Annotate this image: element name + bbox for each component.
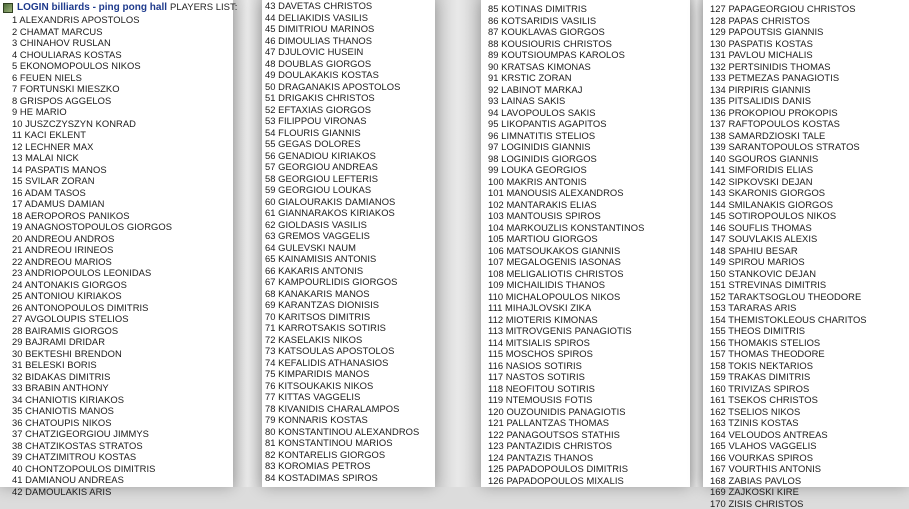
player-entry: 26 ANTONOPOULOS DIMITRIS [12,302,172,314]
player-entry: 12 LECHNER MAX [12,141,172,153]
player-entry: 162 TSELIOS NIKOS [710,406,867,418]
player-entry: 137 RAFTOPOULOS KOSTAS [710,118,867,130]
player-entry: 140 SGOUROS GIANNIS [710,153,867,165]
player-entry: 101 MANOUSIS ALEXANDROS [488,187,644,199]
player-entry: 119 NTEMOUSIS FOTIS [488,394,644,406]
player-entry: 93 LAINAS SAKIS [488,95,644,107]
player-entry: 69 KARANTZAS DIONISIS [265,299,419,311]
player-entry: 132 PERTSINIDIS THOMAS [710,61,867,73]
page-subtitle: PLAYERS LIST: [170,2,237,13]
player-entry: 78 KIVANIDIS CHARALAMPOS [265,403,419,415]
player-entry: 70 KARITSOS DIMITRIS [265,311,419,323]
player-entry: 124 PANTAZIS THANOS [488,452,644,464]
player-entry: 35 CHANIOTIS MANOS [12,405,172,417]
player-entry: 85 KOTINAS DIMITRIS [488,3,644,15]
player-entry: 148 SPAHIU BESAR [710,245,867,257]
player-entry: 110 MICHALOPOULOS NIKOS [488,291,644,303]
player-entry: 24 ANTONAKIS GIORGOS [12,279,172,291]
player-entry: 112 MIOTERIS KIMONAS [488,314,644,326]
player-entry: 8 GRISPOS AGGELOS [12,95,172,107]
player-entry: 151 STREVINAS DIMITRIS [710,279,867,291]
player-entry: 104 MARKOUZLIS KONSTANTINOS [488,222,644,234]
player-entry: 64 GULEVSKI NAUM [265,242,419,254]
player-entry: 155 THEOS DIMITRIS [710,325,867,337]
player-entry: 30 BEKTESHI BRENDON [12,348,172,360]
player-entry: 94 LAVOPOULOS SAKIS [488,107,644,119]
player-entry: 62 GIOLDASIS VASILIS [265,219,419,231]
player-entry: 6 FEUEN NIELS [12,72,172,84]
player-entry: 17 ADAMUS DAMIAN [12,198,172,210]
player-entry: 152 TARAKTSOGLOU THEODORE [710,291,867,303]
player-entry: 27 AVGOLOUPIS STELIOS [12,313,172,325]
player-entry: 23 ANDRIOPOULOS LEONIDAS [12,267,172,279]
players-list [488,3,644,486]
player-entry: 163 TZINIS KOSTAS [710,417,867,429]
player-entry: 51 DRIGAKIS CHRISTOS [265,92,419,104]
player-entry: 77 KITTAS VAGGELIS [265,391,419,403]
player-entry: 43 DAVETAS CHRISTOS [265,0,419,12]
player-entry: 86 KOTSARIDIS VASILIS [488,15,644,27]
player-entry: 38 CHATZIKOSTAS STRATOS [12,440,172,452]
player-entry: 33 BRABIN ANTHONY [12,382,172,394]
player-entry: 76 KITSOUKAKIS NIKOS [265,380,419,392]
player-entry: 87 KOUKLAVAS GIORGOS [488,26,644,38]
player-entry: 40 CHONTZOPOULOS DIMITRIS [12,463,172,475]
player-entry: 165 VLAHOS VAGGELIS [710,440,867,452]
player-entry: 122 PANAGOUTSOS STATHIS [488,429,644,441]
player-entry: 19 ANAGNOSTOPOULOS GIORGOS [12,221,172,233]
player-entry: 115 MOSCHOS SPIROS [488,348,644,360]
player-entry: 9 HE MARIO [12,106,172,118]
player-entry: 121 PALLANTZAS THOMAS [488,417,644,429]
player-entry: 117 NASTOS SOTIRIS [488,371,644,383]
player-entry: 18 AEROPOROS PANIKOS [12,210,172,222]
player-entry: 144 SMILANAKIS GIORGOS [710,199,867,211]
player-entry: 103 MANTOUSIS SPIROS [488,210,644,222]
player-entry: 45 DIMITRIOU MARINOS [265,23,419,35]
page-header [3,2,237,13]
player-entry: 153 TARARAS ARIS [710,302,867,314]
player-entry: 68 KANAKARIS MANOS [265,288,419,300]
player-entry: 20 ANDREOU ANDROS [12,233,172,245]
player-entry: 2 CHAMAT MARCUS [12,26,172,38]
player-entry: 53 FILIPPOU VIRONAS [265,115,419,127]
player-entry: 11 KACI EKLENT [12,129,172,141]
player-entry: 56 GENADIOU KIRIAKOS [265,150,419,162]
player-entry: 13 MALAI NICK [12,152,172,164]
player-entry: 66 KAKARIS ANTONIS [265,265,419,277]
page-gap [435,0,481,487]
player-entry: 65 KAINAMISIS ANTONIS [265,253,419,265]
player-entry: 111 MIHAJLOVSKI ZIKA [488,302,644,314]
player-entry: 57 GEORGIOU ANDREAS [265,161,419,173]
player-entry: 82 KONTARELIS GIORGOS [265,449,419,461]
player-entry: 141 SIMFORIDIS ELIAS [710,164,867,176]
player-entry: 95 LIKOPANTIS AGAPITOS [488,118,644,130]
player-entry: 98 LOGINIDIS GIORGOS [488,153,644,165]
players-column-4 [703,0,909,487]
player-entry: 128 PAPAS CHRISTOS [710,15,867,27]
player-entry: 125 PAPADOPOULOS DIMITRIS [488,463,644,475]
player-entry: 105 MARTIOU GIORGOS [488,233,644,245]
player-entry: 145 SOTIROPOULOS NIKOS [710,210,867,222]
player-entry: 67 KAMPOURLIDIS GIORGOS [265,276,419,288]
player-entry: 10 JUSZCZYSZYN KONRAD [12,118,172,130]
player-entry: 1 ALEXANDRIS APOSTOLOS [12,14,172,26]
player-entry: 59 GEORGIOU LOUKAS [265,184,419,196]
player-entry: 75 KIMPARIDIS MANOS [265,368,419,380]
player-entry: 127 PAPAGEORGIOU CHRISTOS [710,3,867,15]
player-entry: 108 MELIGALIOTIS CHRISTOS [488,268,644,280]
player-entry: 89 KOUTSIOUMPAS KAROLOS [488,49,644,61]
player-entry: 134 PIRPIRIS GIANNIS [710,84,867,96]
player-entry: 4 CHOULIARAS KOSTAS [12,49,172,61]
player-entry: 118 NEOFITOU SOTIRIS [488,383,644,395]
player-entry: 63 GREMOS VAGGELIS [265,230,419,242]
player-entry: 84 KOSTADIMAS SPIROS [265,472,419,484]
player-entry: 90 KRATSAS KIMONAS [488,61,644,73]
player-entry: 116 NASIOS SOTIRIS [488,360,644,372]
player-entry: 91 KRSTIC ZORAN [488,72,644,84]
player-entry: 61 GIANNARAKOS KIRIAKOS [265,207,419,219]
player-entry: 25 ANTONIOU KIRIAKOS [12,290,172,302]
player-entry: 81 KONSTANTINOU MARIOS [265,437,419,449]
player-entry: 102 MANTARAKIS ELIAS [488,199,644,211]
player-entry: 49 DOULAKAKIS KOSTAS [265,69,419,81]
player-entry: 133 PETMEZAS PANAGIOTIS [710,72,867,84]
player-entry: 146 SOUFLIS THOMAS [710,222,867,234]
player-entry: 47 DJULOVIC HUSEIN [265,46,419,58]
player-entry: 73 KATSOULAS APOSTOLOS [265,345,419,357]
player-entry: 170 ZISIS CHRISTOS [710,498,867,509]
player-entry: 54 FLOURIS GIANNIS [265,127,419,139]
player-entry: 131 PAVLOU MICHALIS [710,49,867,61]
player-entry: 52 EFTAXIAS GIORGOS [265,104,419,116]
player-entry: 143 SKARONIS GIORGOS [710,187,867,199]
player-entry: 50 DRAGANAKIS APOSTOLOS [265,81,419,93]
player-entry: 169 ZAJKOSKI KIRE [710,486,867,498]
player-entry: 156 THOMAKIS STELIOS [710,337,867,349]
player-entry: 135 PITSALIDIS DANIS [710,95,867,107]
player-entry: 28 BAIRAMIS GIORGOS [12,325,172,337]
player-entry: 107 MEGALOGENIS IASONAS [488,256,644,268]
player-entry: 29 BAJRAMI DRIDAR [12,336,172,348]
player-entry: 139 SARANTOPOULOS STRATOS [710,141,867,153]
player-entry: 22 ANDREOU MARIOS [12,256,172,268]
player-entry: 3 CHINAHOV RUSLAN [12,37,172,49]
player-entry: 34 CHANIOTIS KIRIAKOS [12,394,172,406]
player-entry: 106 MATSOUKAKOS GIANNIS [488,245,644,257]
player-entry: 158 TOKIS NEKTARIOS [710,360,867,372]
players-column-1 [0,0,233,487]
player-entry: 83 KOROMIAS PETROS [265,460,419,472]
player-entry: 36 CHATOUPIS NIKOS [12,417,172,429]
player-entry: 168 ZABIAS PAVLOS [710,475,867,487]
player-entry: 41 DAMIANOU ANDREAS [12,474,172,486]
player-entry: 147 SOUVLAKIS ALEXIS [710,233,867,245]
player-entry: 46 DIMOULIAS THANOS [265,35,419,47]
player-entry: 159 TRAKAS DIMITRIS [710,371,867,383]
player-entry: 55 GEGAS DOLORES [265,138,419,150]
player-entry: 120 OUZOUNIDIS PANAGIOTIS [488,406,644,418]
players-list [12,14,172,497]
player-entry: 136 PROKOPIOU PROKOPIS [710,107,867,119]
billiards-logo-icon [3,3,13,13]
player-entry: 157 THOMAS THEODORE [710,348,867,360]
player-entry: 123 PANTAZIDIS CHRISTOS [488,440,644,452]
player-entry: 138 SAMARDZIOSKI TALE [710,130,867,142]
player-entry: 142 SIPKOVSKI DEJAN [710,176,867,188]
player-entry: 96 LIMNATITIS STELIOS [488,130,644,142]
players-list [265,0,419,483]
player-entry: 97 LOGINIDIS GIANNIS [488,141,644,153]
players-column-3 [481,0,690,487]
players-list [710,3,867,509]
player-entry: 160 TRIVIZAS SPIROS [710,383,867,395]
player-entry: 58 GEORGIOU LEFTERIS [265,173,419,185]
player-entry: 32 BIDAKAS DIMITRIS [12,371,172,383]
player-entry: 80 KONSTANTINOU ALEXANDROS [265,426,419,438]
player-entry: 130 PASPATIS KOSTAS [710,38,867,50]
player-entry: 71 KARROTSAKIS SOTIRIS [265,322,419,334]
player-entry: 126 PAPADOPOULOS MIXALIS [488,475,644,487]
players-column-2 [262,0,435,487]
player-entry: 37 CHATZIGEORGIOU JIMMYS [12,428,172,440]
player-entry: 113 MITROVGENIS PANAGIOTIS [488,325,644,337]
player-entry: 88 KOUSIOURIS CHRISTOS [488,38,644,50]
player-entry: 72 KASELAKIS NIKOS [265,334,419,346]
player-entry: 99 LOUKA GEORGIOS [488,164,644,176]
player-entry: 21 ANDREOU IRINEOS [12,244,172,256]
player-entry: 44 DELIAKIDIS VASILIS [265,12,419,24]
player-entry: 109 MICHAILIDIS THANOS [488,279,644,291]
player-entry: 14 PASPATIS MANOS [12,164,172,176]
player-entry: 150 STANKOVIC DEJAN [710,268,867,280]
player-entry: 16 ADAM TASOS [12,187,172,199]
player-entry: 15 SVILAR ZORAN [12,175,172,187]
player-entry: 60 GIALOURAKIS DAMIANOS [265,196,419,208]
player-entry: 5 EKONOMOPOULOS NIKOS [12,60,172,72]
player-entry: 166 VOURKAS SPIROS [710,452,867,464]
player-entry: 161 TSEKOS CHRISTOS [710,394,867,406]
player-entry: 100 MAKRIS ANTONIS [488,176,644,188]
player-entry: 42 DAMOULAKIS ARIS [12,486,172,498]
player-entry: 114 MITSIALIS SPIROS [488,337,644,349]
player-entry: 74 KEFALIDIS ATHANASIOS [265,357,419,369]
player-entry: 164 VELOUDOS ANTREAS [710,429,867,441]
player-entry: 7 FORTUNSKI MIESZKO [12,83,172,95]
player-entry: 48 DOUBLAS GIORGOS [265,58,419,70]
player-entry: 154 THEMISTOKLEOUS CHARITOS [710,314,867,326]
player-entry: 92 LABINOT MARKAJ [488,84,644,96]
player-entry: 31 BELESKI BORIS [12,359,172,371]
player-entry: 79 KONNARIS KOSTAS [265,414,419,426]
player-entry: 39 CHATZIMITROU KOSTAS [12,451,172,463]
player-entry: 149 SPIROU MARIOS [710,256,867,268]
player-entry: 129 PAPOUTSIS GIANNIS [710,26,867,38]
player-entry: 167 VOURTHIS ANTONIS [710,463,867,475]
page-title[interactable]: LOGIN billiards - ping pong hall [17,2,167,13]
page-gap [690,0,703,487]
page-gap [233,0,262,487]
